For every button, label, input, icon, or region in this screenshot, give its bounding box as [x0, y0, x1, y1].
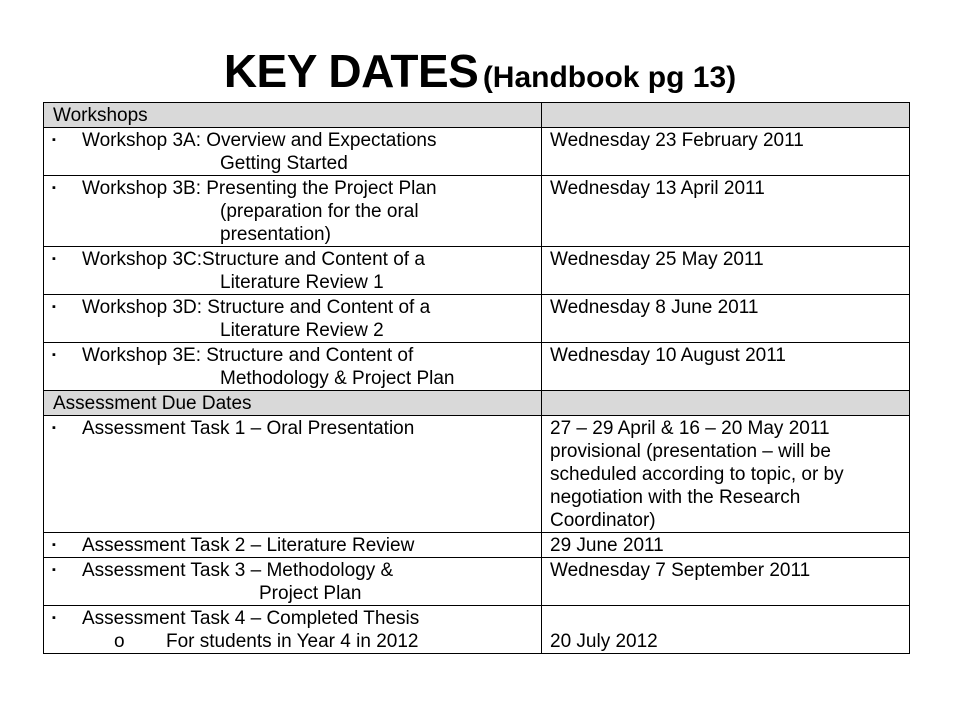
- item-label: Workshop 3D: Structure and Content of a: [82, 297, 431, 318]
- item-label: Workshop 3C:Structure and Content of a: [82, 249, 425, 270]
- item-label: Assessment Task 1 – Oral Presentation: [82, 418, 415, 439]
- item-label-continuation: Literature Review 2: [220, 320, 384, 341]
- square-bullet-icon: ▪: [52, 564, 56, 576]
- date-cell: 29 June 2011: [542, 533, 910, 558]
- item-label: Assessment Task 4 – Completed Thesis: [82, 608, 420, 629]
- square-bullet-icon: ▪: [52, 349, 56, 361]
- section-header-workshops: [44, 103, 910, 128]
- date-cell: Wednesday 23 February 2011: [542, 128, 910, 176]
- square-bullet-icon: ▪: [52, 182, 56, 194]
- title-main: KEY DATES: [223, 45, 479, 97]
- date-line: scheduled according to topic, or by: [550, 464, 844, 485]
- section-title-workshops: Workshops: [44, 103, 542, 128]
- table-row: [44, 247, 910, 295]
- date-cell: [542, 416, 910, 533]
- square-bullet-icon: ▪: [52, 612, 56, 624]
- title-subtitle: (Handbook pg 13): [482, 61, 737, 94]
- item-label: Workshop 3A: Overview and Expectations: [82, 130, 437, 151]
- item-cell: [44, 247, 542, 295]
- key-dates-table: [43, 102, 910, 654]
- square-bullet-icon: ▪: [52, 134, 56, 146]
- item-label-continuation: Methodology & Project Plan: [220, 368, 455, 389]
- item-cell: [44, 533, 542, 558]
- square-bullet-icon: ▪: [52, 539, 56, 551]
- section-title-assessment: Assessment Due Dates: [44, 391, 542, 416]
- item-label: Assessment Task 3 – Methodology &: [82, 560, 394, 581]
- item-cell: [44, 416, 542, 533]
- item-label: Workshop 3B: Presenting the Project Plan: [82, 178, 437, 199]
- item-label: Workshop 3E: Structure and Content of: [82, 345, 414, 366]
- date-cell: Wednesday 10 August 2011: [542, 343, 910, 391]
- date-line: negotiation with the Research: [550, 487, 801, 508]
- section-header-empty-cell: [542, 103, 910, 128]
- item-cell: [44, 606, 542, 654]
- table-row: [44, 176, 910, 247]
- item-cell: [44, 558, 542, 606]
- item-label-continuation: Project Plan: [259, 583, 362, 604]
- item-cell: [44, 128, 542, 176]
- item-cell: [44, 343, 542, 391]
- square-bullet-icon: ▪: [52, 301, 56, 313]
- date-cell: Wednesday 7 September 2011: [542, 558, 910, 606]
- table-row: [44, 416, 910, 533]
- item-label: Assessment Task 2 – Literature Review: [82, 535, 415, 556]
- date-cell: 20 July 2012: [542, 606, 910, 654]
- square-bullet-icon: ▪: [52, 253, 56, 265]
- item-label-continuation: presentation): [220, 224, 331, 245]
- date-cell: Wednesday 25 May 2011: [542, 247, 910, 295]
- sub-item-label: For students in Year 4 in 2012: [166, 631, 419, 652]
- date-cell: Wednesday 13 April 2011: [542, 176, 910, 247]
- table-row: [44, 533, 910, 558]
- item-label-continuation: Literature Review 1: [220, 272, 384, 293]
- date-line: provisional (presentation – will be: [550, 441, 831, 462]
- table-row: [44, 558, 910, 606]
- date-cell: Wednesday 8 June 2011: [542, 295, 910, 343]
- item-cell: [44, 295, 542, 343]
- table-row: [44, 606, 910, 654]
- square-bullet-icon: ▪: [52, 422, 56, 434]
- date-line: Coordinator): [550, 510, 656, 531]
- section-header-empty-cell: [542, 391, 910, 416]
- item-label-continuation: Getting Started: [220, 153, 348, 174]
- table-row: [44, 343, 910, 391]
- item-label-continuation: (preparation for the oral: [220, 201, 419, 222]
- item-cell: [44, 176, 542, 247]
- circle-bullet-icon: o: [114, 631, 125, 652]
- date-line: 27 – 29 April & 16 – 20 May 2011: [550, 418, 830, 439]
- table-row: [44, 295, 910, 343]
- page-title: [0, 44, 960, 98]
- table-row: [44, 128, 910, 176]
- section-header-assessment: [44, 391, 910, 416]
